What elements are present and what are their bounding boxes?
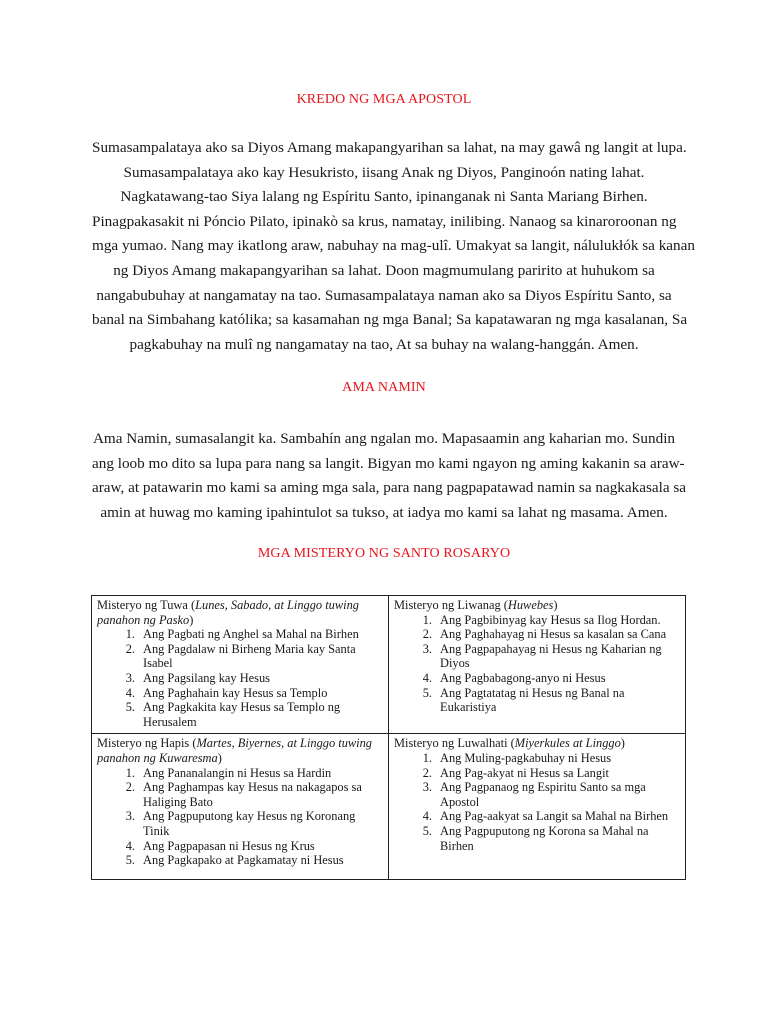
liwanag-list xyxy=(394,613,679,715)
item-number: 1. xyxy=(125,765,135,780)
kredo-title: KREDO NG MGA APOSTOL xyxy=(296,92,472,107)
luwalhati-list xyxy=(394,751,679,853)
list-item xyxy=(422,750,679,766)
list-item xyxy=(422,670,679,686)
item-number: 5. xyxy=(125,700,135,715)
list-item xyxy=(422,765,679,781)
kredo-line: banal na Simbahang katólika; sa kasamahan ng mga Banal; Sa kapatawaran ng mga kasalanan, Sa xyxy=(92,311,688,329)
luwalhati-heading xyxy=(394,736,679,751)
luwalhati-cell xyxy=(389,734,686,880)
list-item xyxy=(422,641,679,671)
kredo-line: Pinagpakasakit ni Póncio Pilato, ipinakò sa krus, namatay, inilibing. Nanaog sa kinaroroonan ng xyxy=(92,212,677,230)
mysteries-table xyxy=(91,595,686,880)
list-item xyxy=(125,765,382,781)
item-text: Ang Paghahain kay Hesus sa Templo xyxy=(143,685,328,700)
item-text: Ang Pagpanaog ng Espiritu Santo sa mga Apostol xyxy=(440,780,646,809)
ama-namin-line: ang loob mo dito sa lupa para nang sa langit. Bigyan mo kami ngayon ng aming kakanin sa araw- xyxy=(92,454,685,472)
tuwa-close: ) xyxy=(189,612,194,627)
liwanag-heading xyxy=(394,598,679,613)
luwalhati-close: ) xyxy=(620,736,625,751)
tuwa-cell xyxy=(92,596,389,734)
list-item xyxy=(125,627,382,642)
kredo-line: Sumasampalataya ako kay Hesukristo, iisang Anak ng Diyos, Panginoón nating lahat. xyxy=(123,163,645,181)
list-item xyxy=(422,780,679,809)
item-number: 3. xyxy=(422,641,432,656)
luwalhati-name: Misteryo ng Luwalhati ( xyxy=(394,736,515,751)
kredo-line: Sumasampalataya ako sa Diyos Amang makapangyarihan sa lahat, na may gawâ ng langit at lupa. xyxy=(92,139,687,156)
list-item xyxy=(125,700,382,729)
item-number: 4. xyxy=(125,685,135,700)
list-item xyxy=(125,838,382,854)
item-text: Ang Pagdalaw ni Birheng Maria kay Santa Isabel xyxy=(143,641,356,671)
item-text: Ang Pagbati ng Anghel sa Mahal na Birhen xyxy=(143,627,359,642)
kredo-line: pagkabuhay na mulî ng nangamatay na tao, At sa buhay na walang-hanggán. Amen. xyxy=(129,335,639,353)
item-text: Ang Paghampas kay Hesus na nakagapos sa Haliging Bato xyxy=(143,780,362,809)
hapis-days: Martes, Biyernes, at Linggo tuwing panahon ng Kuwaresma xyxy=(97,736,372,765)
hapis-close: ) xyxy=(217,750,222,765)
kredo-line: Nagkatawang-tao Siya lalang ng Espíritu Santo, ipinanganak ni Santa Mariang Birhen. xyxy=(120,188,648,206)
item-text: Ang Paghahayag ni Hesus sa kasalan sa Cana xyxy=(440,627,667,642)
item-text: Ang Pagpuputong ng Korona sa Mahal na Birhen xyxy=(440,823,649,853)
ama-namin-line: araw, at patawarin mo kami sa aming mga sala, para nang pagpapatawad namin sa nagkakasala sa xyxy=(92,479,687,497)
list-item xyxy=(422,685,679,715)
hapis-heading xyxy=(97,736,382,765)
liwanag-name: Misteryo ng Liwanag ( xyxy=(394,598,508,612)
list-item xyxy=(125,641,382,671)
liwanag-cell xyxy=(389,596,686,734)
list-item xyxy=(125,853,382,868)
item-number: 5. xyxy=(422,823,432,838)
list-item xyxy=(125,670,382,686)
liwanag-days: Huwebes xyxy=(507,598,554,612)
list-item xyxy=(125,780,382,809)
tuwa-list xyxy=(97,627,382,729)
luwalhati-days: Miyerkules at Linggo xyxy=(514,736,621,751)
item-text: Ang Pananalangin ni Hesus sa Hardin xyxy=(143,765,332,780)
item-number: 5. xyxy=(125,853,135,868)
item-text: Ang Pag-aakyat sa Langit sa Mahal na Birhen xyxy=(440,809,669,824)
ama-namin-line: Ama Namin, sumasalangit ka. Sambahín ang ngalan mo. Mapasaamin ang kaharian mo. Sundin xyxy=(92,430,676,447)
item-number: 4. xyxy=(125,838,135,853)
item-text: Ang Muling-pagkabuhay ni Hesus xyxy=(440,750,612,765)
ama-namin-title: AMA NAMIN xyxy=(342,380,426,395)
item-text: Ang Pag-akyat ni Hesus sa Langit xyxy=(440,765,609,780)
item-number: 3. xyxy=(422,780,432,795)
item-text: Ang Pagpapasan ni Hesus ng Krus xyxy=(143,838,315,853)
item-text: Ang Pagpapahayag ni Hesus ng Kaharian ng Diyos xyxy=(440,641,662,671)
item-number: 2. xyxy=(125,641,135,656)
tuwa-days: Lunes, Sabado, at Linggo tuwing panahon ng Pasko xyxy=(97,598,359,627)
item-number: 2. xyxy=(422,765,432,780)
rosaryo-title: MGA MISTERYO NG SANTO ROSARYO xyxy=(257,546,511,561)
list-item xyxy=(125,809,382,838)
item-number: 3. xyxy=(125,809,135,824)
kredo-line: nangabubuhay at nangamatay na tao. Sumasampalataya naman ako sa Diyos Espíritu Santo, sa xyxy=(96,286,672,304)
kredo-text xyxy=(92,136,695,357)
item-text: Ang Pagkakita kay Hesus sa Templo ng Herusalem xyxy=(143,700,341,729)
hapis-name: Misteryo ng Hapis ( xyxy=(97,736,197,751)
tuwa-name: Misteryo ng Tuwa ( xyxy=(97,598,196,612)
hapis-list xyxy=(97,766,382,868)
hapis-cell xyxy=(92,734,389,880)
item-number: 5. xyxy=(422,685,432,700)
list-item xyxy=(422,627,679,642)
list-item xyxy=(422,809,679,824)
list-item xyxy=(422,612,679,628)
item-text: Ang Pagbabagong-anyo ni Hesus xyxy=(440,670,606,685)
item-text: Ang Pagtatatag ni Hesus ng Banal na Eukaristiya xyxy=(440,685,625,715)
ama-namin-text xyxy=(92,427,687,525)
tuwa-heading xyxy=(97,598,382,627)
list-item xyxy=(422,823,679,853)
item-text: Ang Pagkapako at Pagkamatay ni Hesus xyxy=(143,853,344,868)
item-number: 1. xyxy=(422,612,432,627)
item-text: Ang Pagsilang kay Hesus xyxy=(143,670,270,685)
liwanag-close: ) xyxy=(553,598,558,612)
item-number: 2. xyxy=(422,627,432,642)
kredo-line: mga yumao. Nang may ikatlong araw, nabuhay na mag-ulî. Umakyat sa langit, nálulukłók sa kanan xyxy=(92,237,695,255)
item-text: Ang Pagpuputong kay Hesus ng Koronang Tinik xyxy=(143,809,356,838)
list-item xyxy=(125,685,382,701)
item-number: 2. xyxy=(125,780,135,795)
item-number: 3. xyxy=(125,670,135,685)
item-number: 4. xyxy=(422,670,432,685)
item-number: 1. xyxy=(125,627,135,642)
item-number: 1. xyxy=(422,750,432,765)
item-text: Ang Pagbibinyag kay Hesus sa Ilog Hordan. xyxy=(440,612,661,627)
ama-namin-line: amin at huwag mo kaming ipahintulot sa tukso, at iadya mo kami sa lahat ng masama. Amen. xyxy=(100,503,668,521)
kredo-line: ng Diyos Amang makapangyarihan sa lahat. Doon magmumulang paririto at huhukom sa xyxy=(113,261,655,279)
item-number: 4. xyxy=(422,809,432,824)
